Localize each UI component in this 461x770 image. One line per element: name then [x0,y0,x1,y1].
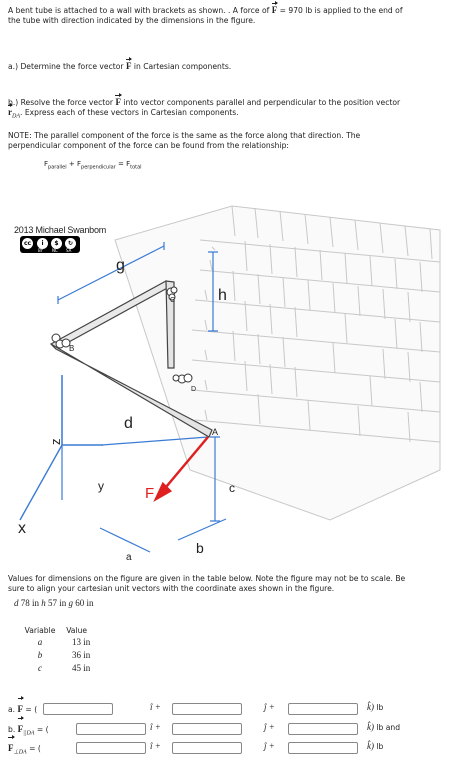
license-label: SA [66,248,72,253]
k-hat-b: k̂) lb and [367,722,401,732]
answer-a-k-input[interactable] [288,703,358,715]
answer-b-par-k-input[interactable] [288,723,358,735]
part-b-prompt: b.) Resolve the force vector F into vector components parallel and perpendicular to the position vector $r_{DA}$. Express each of these vectors in Cartesian components. [8,97,401,120]
answer-row-perpendicular: $F_{\perp DA}$ = ( [8,740,41,756]
i-hat-perp: î + [150,741,161,751]
answer-a-i-input[interactable] [43,703,113,715]
cc-icon: cc [23,240,32,247]
force-symbol: F [271,5,278,15]
license-label: NC [52,248,58,253]
table-row: a 13 in [37,637,91,647]
label-a: a [126,552,132,563]
label-c: c [229,481,235,495]
answer-row-a: a. F = ( [8,701,37,717]
label-x: x [18,520,26,537]
answer-perp-i-input[interactable] [76,742,146,754]
answer-a-j-input[interactable] [172,703,242,715]
label-y: y [98,479,104,493]
label-A: A [212,427,219,437]
answer-row-b-parallel: b. $F_{||DA}$ = ( [8,721,49,737]
figure-credit: 2013 Michael Swanbom [14,225,107,235]
label-B: B [69,344,75,353]
label-z: z [48,438,63,445]
label-F: F [145,485,155,502]
sa-icon: ↻ [65,238,76,249]
k-hat-perp: k̂) lb [367,741,384,751]
force-relationship-equation: $F_{parallel} + F_{perpendicular} = F_{total}$ [44,160,142,171]
i-hat-b: î + [150,722,161,732]
column-header-value: Value [66,626,88,635]
k-hat-a: k̂) lb [367,702,384,712]
table-row: c 45 in [38,663,91,673]
column-header-variable: Variable [24,626,56,635]
j-hat-b: ĵ + [264,722,275,732]
answer-b-par-j-input[interactable] [172,723,242,735]
j-hat-perp: ĵ + [264,741,275,751]
part-a-prompt: a.) Determine the force vector F in Cartesian components. [8,61,232,71]
note: NOTE: The parallel component of the force is the same as the force along that direction. The perpendicular component of the force can be found from the relationship: [8,131,361,150]
answer-perp-j-input[interactable] [172,742,242,754]
label-D: D [191,386,197,393]
label-C: C [170,297,176,304]
table-header-row [20,625,93,636]
i-hat-a: î + [150,702,161,712]
problem-intro: A bent tube is attached to a wall with brackets as shown. . A force of F = 970 lb is applied to the end of the tube with direction indicated by the dimensions in the figure. [8,5,403,25]
answer-b-par-i-input[interactable] [76,723,146,735]
label-d: d [124,415,133,432]
label-h: h [218,287,227,304]
label-g: g [116,257,125,274]
by-icon: i [37,238,48,249]
values-note: Values for dimensions on the figure are given in the table below. Note the figure may not be to scale. Be sure to align your cartesian unit vectors with the coordinate axes shown in the figure. [8,574,406,593]
table-row: b 36 in [37,650,91,660]
given-dimensions: d 78 in h 57 in g 60 in [14,598,94,608]
brick-wall [115,206,440,520]
bent-tube-figure [0,192,461,570]
nc-icon: $ [51,238,62,249]
dimension-table [20,625,93,675]
license-label: BY [38,248,43,253]
answer-perp-k-input[interactable] [288,742,358,754]
label-b: b [196,540,204,556]
j-hat-a: ĵ + [264,702,275,712]
